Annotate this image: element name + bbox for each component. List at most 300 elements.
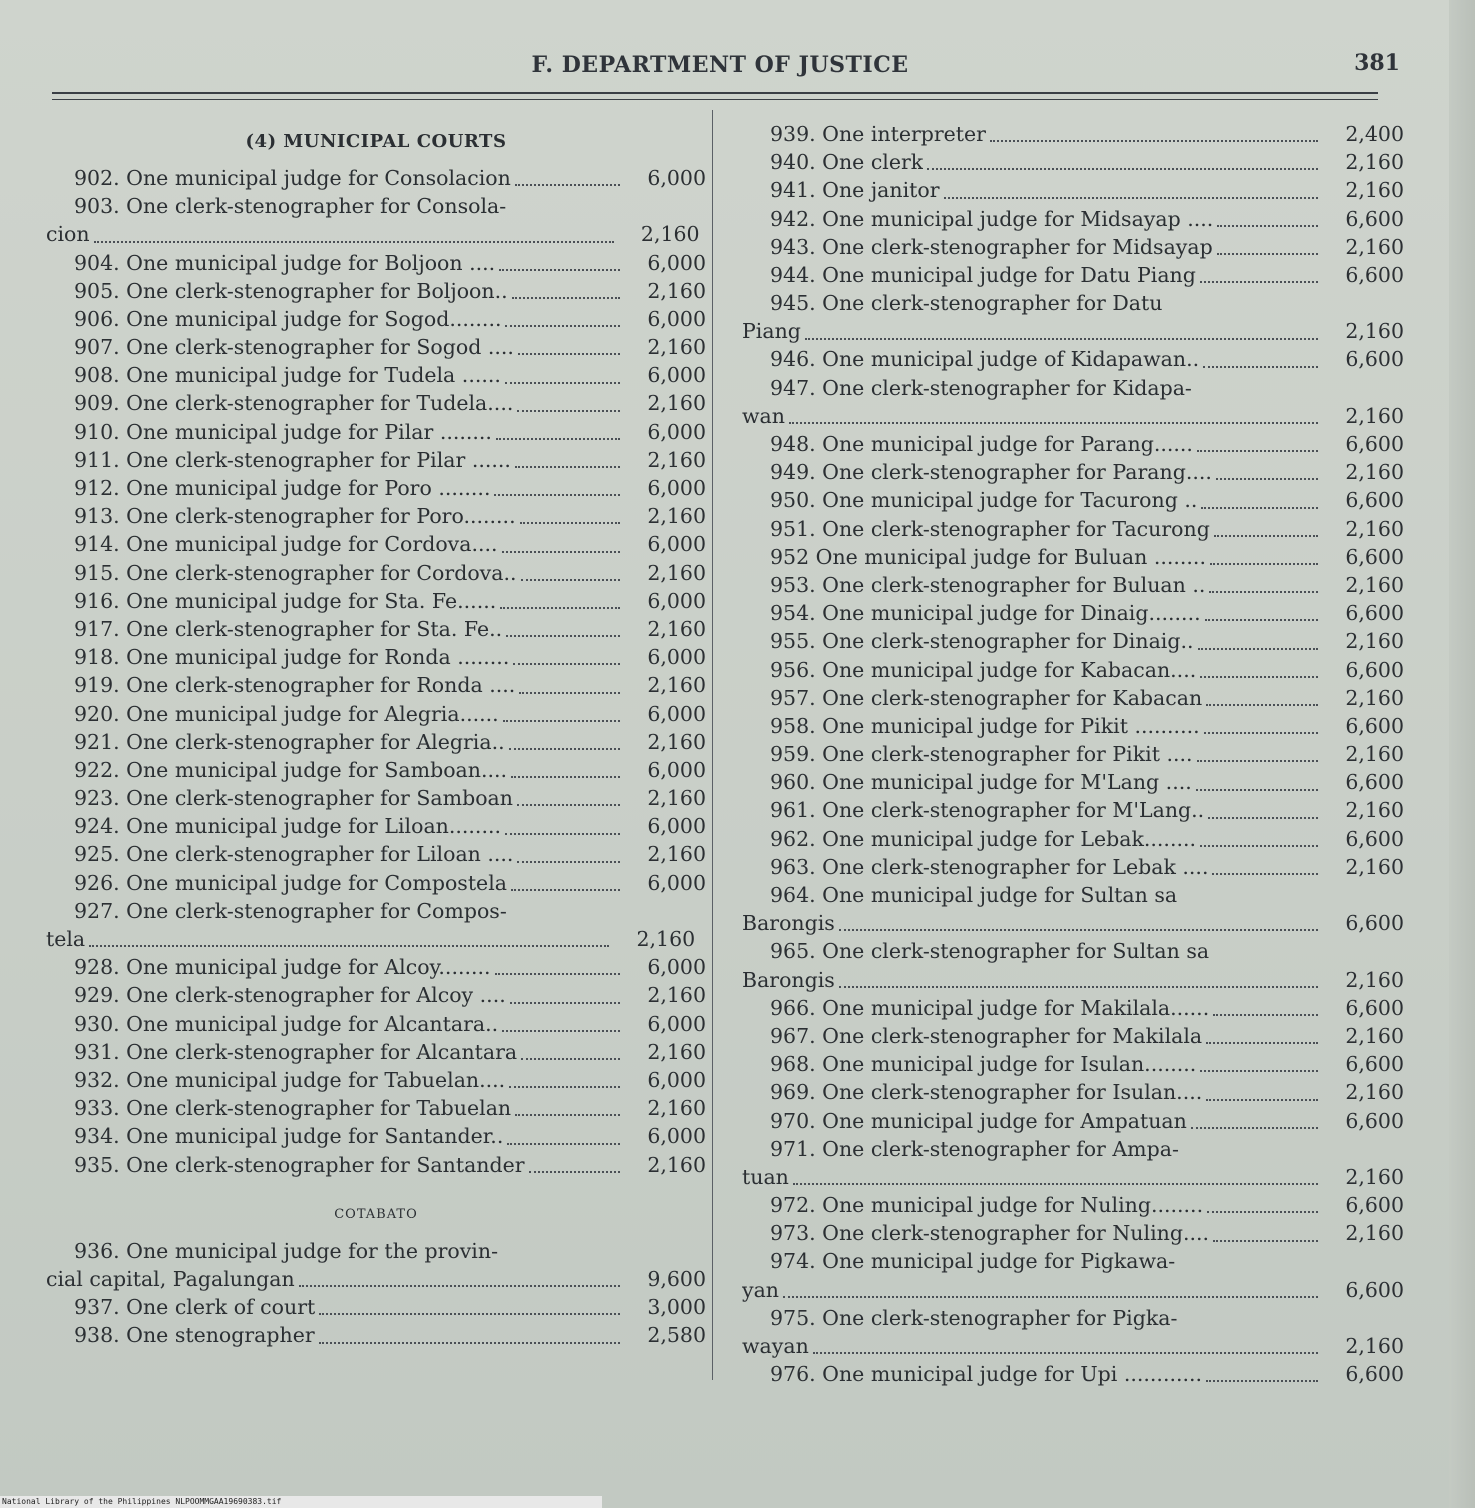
item-description: 955. One clerk-stenographer for Dinaig..	[770, 629, 1194, 654]
item-description: 971. One clerk-stenographer for Ampa-	[770, 1136, 1179, 1161]
appropriation-line	[742, 740, 1404, 768]
item-amount: 6,000	[647, 363, 706, 388]
item-amount: 6,000	[647, 1011, 706, 1036]
leader-dots	[1197, 759, 1318, 762]
appropriation-line	[742, 176, 1404, 204]
appropriation-line	[742, 430, 1404, 458]
item-amount: 6,600	[1345, 1362, 1404, 1387]
leader-dots	[1209, 590, 1318, 593]
appropriation-line	[46, 418, 706, 446]
item-description: 904. One municipal judge for Boljoon ....	[74, 250, 496, 275]
appropriation-line	[46, 700, 706, 728]
left-column	[46, 120, 706, 1350]
item-amount: 6,600	[1345, 544, 1404, 569]
leader-dots	[509, 747, 620, 750]
item-amount: 6,600	[1345, 1108, 1404, 1133]
appropriation-line	[46, 361, 706, 389]
leader-dots	[1216, 477, 1318, 480]
leader-dots	[319, 1312, 620, 1315]
leader-dots	[505, 324, 620, 327]
appropriation-line	[46, 1321, 706, 1349]
item-amount: 2,160	[647, 786, 706, 811]
leader-dots	[515, 1113, 620, 1116]
leader-dots	[1203, 365, 1318, 368]
leader-dots	[299, 1284, 620, 1287]
leader-dots	[511, 888, 620, 891]
item-description: 973. One clerk-stenographer for Nuling....	[770, 1221, 1210, 1246]
leader-dots	[1213, 1013, 1318, 1016]
leader-dots	[1205, 618, 1318, 621]
item-description: 915. One clerk-stenographer for Cordova..	[74, 560, 517, 585]
leader-dots	[505, 832, 620, 835]
item-description: 967. One clerk-stenographer for Makilala	[770, 1023, 1203, 1048]
item-description: 940. One clerk	[770, 150, 924, 175]
item-description: wayan	[742, 1334, 809, 1359]
item-amount: 6,000	[647, 419, 706, 444]
item-amount: 6,000	[647, 645, 706, 670]
item-description: 949. One clerk-stenographer for Parang....	[770, 460, 1212, 485]
item-amount: 6,000	[647, 306, 706, 331]
appropriation-line	[742, 1304, 1404, 1332]
appropriation-line	[742, 120, 1404, 148]
leader-dots	[500, 606, 620, 609]
item-amount: 2,160	[647, 983, 706, 1008]
leader-dots	[839, 928, 1318, 931]
appropriation-line	[742, 261, 1404, 289]
item-amount: 6,000	[647, 814, 706, 839]
appropriation-line	[46, 192, 706, 220]
item-amount: 6,600	[1345, 488, 1404, 513]
leader-dots	[793, 1182, 1318, 1185]
leader-dots	[1204, 731, 1318, 734]
appropriation-line	[46, 277, 706, 305]
item-amount: 2,160	[1345, 742, 1404, 767]
appropriation-line	[742, 1219, 1404, 1247]
item-amount: 6,600	[1345, 1277, 1404, 1302]
item-description: 910. One municipal judge for Pilar ........	[74, 419, 492, 444]
item-description: 913. One clerk-stenographer for Poro........	[74, 504, 516, 529]
appropriation-line	[742, 233, 1404, 261]
item-description: 920. One municipal judge for Alegria......	[74, 701, 499, 726]
leader-dots	[813, 1351, 1318, 1354]
appropriation-line	[46, 446, 706, 474]
appropriation-line	[46, 812, 706, 840]
item-description: 947. One clerk-stenographer for Kidapa-	[770, 375, 1192, 400]
item-amount: 6,000	[647, 870, 706, 895]
column-divider	[712, 110, 713, 1380]
item-description: 935. One clerk-stenographer for Santander	[74, 1152, 525, 1177]
item-description: 929. One clerk-stenographer for Alcoy ....	[74, 983, 506, 1008]
appropriation-line	[742, 599, 1404, 627]
item-description: 945. One clerk-stenographer for Datu	[770, 291, 1163, 316]
item-description: 975. One clerk-stenographer for Pigka-	[770, 1305, 1178, 1330]
leader-dots	[789, 421, 1318, 424]
leader-dots	[503, 719, 620, 722]
appropriation-line	[46, 587, 706, 615]
appropriation-line	[742, 909, 1404, 937]
leader-dots	[496, 437, 620, 440]
item-amount: 6,000	[647, 532, 706, 557]
appropriation-line	[742, 1191, 1404, 1219]
item-description: 918. One municipal judge for Ronda ........	[74, 645, 510, 670]
item-amount: 2,160	[1345, 178, 1404, 203]
item-amount: 6,000	[647, 1124, 706, 1149]
appropriation-line	[742, 1360, 1404, 1388]
item-description: 959. One clerk-stenographer for Pikit ....	[770, 742, 1193, 767]
leader-dots	[1201, 506, 1318, 509]
item-description: 922. One municipal judge for Samboan....	[74, 757, 508, 782]
item-description: 932. One municipal judge for Tabuelan....	[74, 1067, 506, 1092]
appropriation-line	[46, 643, 706, 671]
page-header-title: F. DEPARTMENT OF JUSTICE	[531, 52, 909, 78]
leader-dots	[509, 1085, 620, 1088]
leader-dots	[1198, 647, 1318, 650]
right-rows	[742, 120, 1412, 1388]
leader-dots	[1213, 1239, 1318, 1242]
header-rule-secondary	[52, 99, 1378, 100]
item-description: tuan	[742, 1164, 789, 1189]
item-amount: 2,160	[1345, 460, 1404, 485]
item-amount: 9,600	[647, 1266, 706, 1291]
item-amount: 6,000	[647, 955, 706, 980]
item-amount: 2,160	[1345, 1221, 1404, 1246]
item-amount: 2,580	[647, 1323, 706, 1348]
leader-dots	[1206, 1041, 1318, 1044]
item-amount: 2,160	[1345, 854, 1404, 879]
appropriation-line	[46, 784, 706, 812]
item-description: 902. One municipal judge for Consolacion	[74, 165, 511, 190]
appropriation-line	[46, 220, 706, 248]
page-number: 381	[1354, 50, 1400, 76]
appropriation-line	[46, 1293, 706, 1321]
left-rows-after	[46, 1237, 706, 1350]
appropriation-line	[46, 897, 706, 925]
leader-dots	[515, 183, 620, 186]
leader-dots	[494, 493, 620, 496]
appropriation-line	[46, 390, 706, 418]
leader-dots	[1197, 449, 1318, 452]
item-amount: 2,160	[1345, 685, 1404, 710]
item-description: 930. One municipal judge for Alcantara..	[74, 1011, 499, 1036]
item-description: wan	[742, 403, 785, 428]
appropriation-line	[742, 1022, 1404, 1050]
appropriation-line	[742, 797, 1404, 825]
appropriation-line	[742, 317, 1404, 345]
item-amount: 2,160	[647, 842, 706, 867]
item-description: 911. One clerk-stenographer for Pilar ......	[74, 447, 511, 472]
appropriation-line	[46, 1265, 706, 1293]
item-description: 925. One clerk-stenographer for Liloan ....	[74, 842, 514, 867]
item-amount: 6,600	[1345, 911, 1404, 936]
item-amount: 2,160	[647, 1039, 706, 1064]
item-description: 903. One clerk-stenographer for Consola-	[74, 194, 507, 219]
leader-dots	[520, 521, 620, 524]
appropriation-line	[742, 825, 1404, 853]
item-description: 958. One municipal judge for Pikit ..........	[770, 713, 1200, 738]
leader-dots	[521, 1057, 620, 1060]
appropriation-line	[46, 1122, 706, 1150]
appropriation-line	[46, 1094, 706, 1122]
item-description: 970. One municipal judge for Ampatuan	[770, 1108, 1187, 1133]
item-description: Piang	[742, 319, 801, 344]
appropriation-line	[742, 402, 1404, 430]
item-description: 966. One municipal judge for Makilala......	[770, 995, 1210, 1020]
item-amount: 3,000	[647, 1295, 706, 1320]
scan-footer: National Library of the Philippines NLPOOMMGAA19690383.tif	[0, 1496, 602, 1508]
appropriation-line	[742, 853, 1404, 881]
leader-dots	[517, 409, 620, 412]
item-description: 914. One municipal judge for Cordova....	[74, 532, 498, 557]
item-amount: 6,600	[1345, 713, 1404, 738]
item-description: 912. One municipal judge for Poro ........	[74, 476, 491, 501]
leader-dots	[510, 1001, 620, 1004]
item-description: 933. One clerk-stenographer for Tabuelan	[74, 1096, 512, 1121]
item-description: 921. One clerk-stenographer for Alegria..	[74, 729, 505, 754]
item-description: cial capital, Pagalungan	[46, 1266, 295, 1291]
leader-dots	[1208, 816, 1318, 819]
appropriation-line	[742, 768, 1404, 796]
leader-dots	[1200, 1069, 1318, 1072]
item-description: 939. One interpreter	[770, 121, 986, 146]
right-column	[742, 120, 1412, 1388]
item-amount: 2,160	[647, 504, 706, 529]
item-description: 963. One clerk-stenographer for Lebak ....	[770, 854, 1209, 879]
item-description: 961. One clerk-stenographer for M'Lang..	[770, 798, 1205, 823]
appropriation-line	[742, 486, 1404, 514]
item-amount: 2,160	[1345, 967, 1404, 992]
item-amount: 6,600	[1345, 262, 1404, 287]
leader-dots	[495, 972, 620, 975]
item-description: 919. One clerk-stenographer for Ronda ....	[74, 673, 516, 698]
appropriation-line	[46, 925, 706, 953]
header-rule	[52, 92, 1378, 94]
section-title: (4) MUNICIPAL COURTS	[245, 131, 507, 152]
leader-dots	[1191, 1126, 1318, 1129]
item-amount: 6,600	[1345, 206, 1404, 231]
item-description: tela	[46, 927, 86, 952]
item-amount: 6,000	[647, 250, 706, 275]
appropriation-line	[46, 1066, 706, 1094]
appropriation-line	[46, 841, 706, 869]
item-amount: 2,160	[1345, 150, 1404, 175]
appropriation-line	[742, 966, 1404, 994]
item-amount: 2,160	[647, 616, 706, 641]
leader-dots	[507, 1142, 620, 1145]
item-amount: 2,160	[1345, 319, 1404, 344]
item-amount: 2,160	[647, 673, 706, 698]
item-description: 950. One municipal judge for Tacurong ..	[770, 488, 1198, 513]
leader-dots	[502, 1029, 620, 1032]
item-description: 928. One municipal judge for Alcoy........	[74, 955, 491, 980]
item-description: 942. One municipal judge for Midsayap ....	[770, 206, 1214, 231]
appropriation-line	[742, 1332, 1404, 1360]
leader-dots	[805, 337, 1318, 340]
subsection-title: COTABATO	[334, 1206, 418, 1222]
leader-dots	[1207, 1210, 1318, 1213]
item-description: 956. One municipal judge for Kabacan....	[770, 657, 1197, 682]
item-amount: 6,000	[647, 476, 706, 501]
leader-dots	[94, 240, 614, 243]
appropriation-line	[46, 1038, 706, 1066]
item-description: 909. One clerk-stenographer for Tudela....	[74, 391, 514, 416]
item-amount: 6,600	[1345, 347, 1404, 372]
item-description: 969. One clerk-stenographer for Isulan....	[770, 1080, 1203, 1105]
item-amount: 6,000	[647, 165, 706, 190]
item-amount: 2,160	[1345, 1080, 1404, 1105]
leader-dots	[927, 167, 1318, 170]
item-description: 927. One clerk-stenographer for Compos-	[74, 898, 507, 923]
item-description: 937. One clerk of court	[74, 1295, 316, 1320]
appropriation-line	[742, 289, 1404, 317]
item-description: Barongis	[742, 911, 835, 936]
item-amount: 2,160	[647, 1152, 706, 1177]
item-amount: 2,160	[1345, 572, 1404, 597]
item-description: yan	[742, 1277, 780, 1302]
appropriation-line	[46, 981, 706, 1009]
item-amount: 2,160	[1345, 1164, 1404, 1189]
item-amount: 2,160	[647, 278, 706, 303]
item-amount: 6,000	[647, 701, 706, 726]
item-description: 924. One municipal judge for Liloan........	[74, 814, 501, 839]
appropriation-line	[742, 937, 1404, 965]
appropriation-line	[742, 374, 1404, 402]
item-amount: 6,000	[647, 1067, 706, 1092]
item-description: 908. One municipal judge for Tudela ......	[74, 363, 501, 388]
item-description: 917. One clerk-stenographer for Sta. Fe..	[74, 616, 503, 641]
leader-dots	[990, 139, 1318, 142]
item-description: 965. One clerk-stenographer for Sultan sa	[770, 939, 1210, 964]
item-description: 905. One clerk-stenographer for Boljoon..	[74, 278, 508, 303]
item-amount: 2,160	[1345, 516, 1404, 541]
appropriation-line	[46, 1151, 706, 1179]
leader-dots	[1200, 844, 1318, 847]
appropriation-line	[46, 756, 706, 784]
appropriation-line	[46, 1010, 706, 1038]
item-description: 968. One municipal judge for Isulan........	[770, 1052, 1197, 1077]
item-amount: 6,600	[1345, 432, 1404, 457]
item-amount: 2,160	[1345, 1023, 1404, 1048]
item-amount: 2,400	[1345, 121, 1404, 146]
item-description: 976. One municipal judge for Upi ............	[770, 1362, 1203, 1387]
appropriation-line	[742, 1050, 1404, 1078]
item-amount: 2,160	[647, 1096, 706, 1121]
item-description: 934. One municipal judge for Santander..	[74, 1124, 504, 1149]
leader-dots	[1217, 252, 1318, 255]
appropriation-line	[46, 1237, 706, 1265]
item-amount: 2,160	[1345, 798, 1404, 823]
item-amount: 2,160	[1345, 234, 1404, 259]
left-rows-before	[46, 164, 706, 1179]
item-amount: 6,600	[1345, 1193, 1404, 1218]
item-description: Barongis	[742, 967, 835, 992]
item-description: 946. One municipal judge of Kidapawan..	[770, 347, 1200, 372]
leader-dots	[783, 1295, 1318, 1298]
item-description: 974. One municipal judge for Pigkawa-	[770, 1249, 1176, 1274]
leader-dots	[1212, 872, 1318, 875]
appropriation-line	[742, 205, 1404, 233]
item-description: 941. One janitor	[770, 178, 940, 203]
item-description: 953. One clerk-stenographer for Buluan ..	[770, 572, 1206, 597]
item-description: 926. One municipal judge for Compostela	[74, 870, 507, 895]
item-description: 943. One clerk-stenographer for Midsayap	[770, 234, 1213, 259]
item-description: 923. One clerk-stenographer for Samboan	[74, 786, 513, 811]
appropriation-line	[742, 1163, 1404, 1191]
leader-dots	[944, 196, 1318, 199]
page-edge	[1449, 0, 1475, 1508]
leader-dots	[319, 1341, 620, 1344]
leader-dots	[513, 662, 620, 665]
leader-dots	[1210, 562, 1318, 565]
appropriation-line	[742, 656, 1404, 684]
item-description: 954. One municipal judge for Dinaig........	[770, 601, 1201, 626]
appropriation-line	[742, 712, 1404, 740]
appropriation-line	[742, 1248, 1404, 1276]
item-amount: 6,600	[1345, 995, 1404, 1020]
leader-dots	[1206, 703, 1318, 706]
item-description: 916. One municipal judge for Sta. Fe......	[74, 588, 497, 613]
leader-dots	[506, 634, 620, 637]
leader-dots	[518, 352, 620, 355]
appropriation-line	[46, 615, 706, 643]
leader-dots	[1206, 1098, 1318, 1101]
appropriation-line	[742, 1107, 1404, 1135]
appropriation-line	[742, 543, 1404, 571]
item-description: 964. One municipal judge for Sultan sa	[770, 883, 1178, 908]
appropriation-line	[742, 515, 1404, 543]
item-description: 951. One clerk-stenographer for Tacurong	[770, 516, 1210, 541]
item-amount: 2,160	[1345, 1334, 1404, 1359]
appropriation-line	[46, 728, 706, 756]
appropriation-line	[742, 571, 1404, 599]
item-description: 962. One municipal judge for Lebak........	[770, 826, 1197, 851]
appropriation-line	[742, 881, 1404, 909]
appropriation-line	[46, 502, 706, 530]
item-description: 960. One municipal judge for M'Lang ....	[770, 770, 1192, 795]
item-amount: 2,160	[647, 391, 706, 416]
leader-dots	[1200, 280, 1318, 283]
item-amount: 2,160	[1345, 403, 1404, 428]
item-amount: 2,160	[647, 335, 706, 360]
item-description: cion	[46, 222, 90, 247]
leader-dots	[505, 381, 620, 384]
item-amount: 2,160	[1345, 629, 1404, 654]
appropriation-line	[46, 530, 706, 558]
leader-dots	[499, 268, 620, 271]
leader-dots	[512, 296, 620, 299]
leader-dots	[517, 803, 620, 806]
appropriation-line	[742, 1276, 1404, 1304]
item-amount: 2,160	[640, 222, 700, 247]
item-description: 948. One municipal judge for Parang......	[770, 432, 1193, 457]
item-amount: 6,600	[1345, 657, 1404, 682]
appropriation-line	[46, 671, 706, 699]
appropriation-line	[46, 164, 706, 192]
appropriation-line	[742, 1078, 1404, 1106]
appropriation-line	[46, 249, 706, 277]
item-amount: 6,600	[1345, 826, 1404, 851]
item-amount: 6,600	[1345, 1052, 1404, 1077]
appropriation-line	[742, 627, 1404, 655]
appropriation-line	[46, 333, 706, 361]
item-description: 957. One clerk-stenographer for Kabacan	[770, 685, 1203, 710]
item-description: 931. One clerk-stenographer for Alcantara	[74, 1039, 518, 1064]
appropriation-line	[742, 148, 1404, 176]
appropriation-line	[46, 953, 706, 981]
item-amount: 2,160	[647, 560, 706, 585]
item-amount: 2,160	[647, 729, 706, 754]
item-amount: 2,160	[647, 447, 706, 472]
item-description: 907. One clerk-stenographer for Sogod ....	[74, 335, 514, 360]
